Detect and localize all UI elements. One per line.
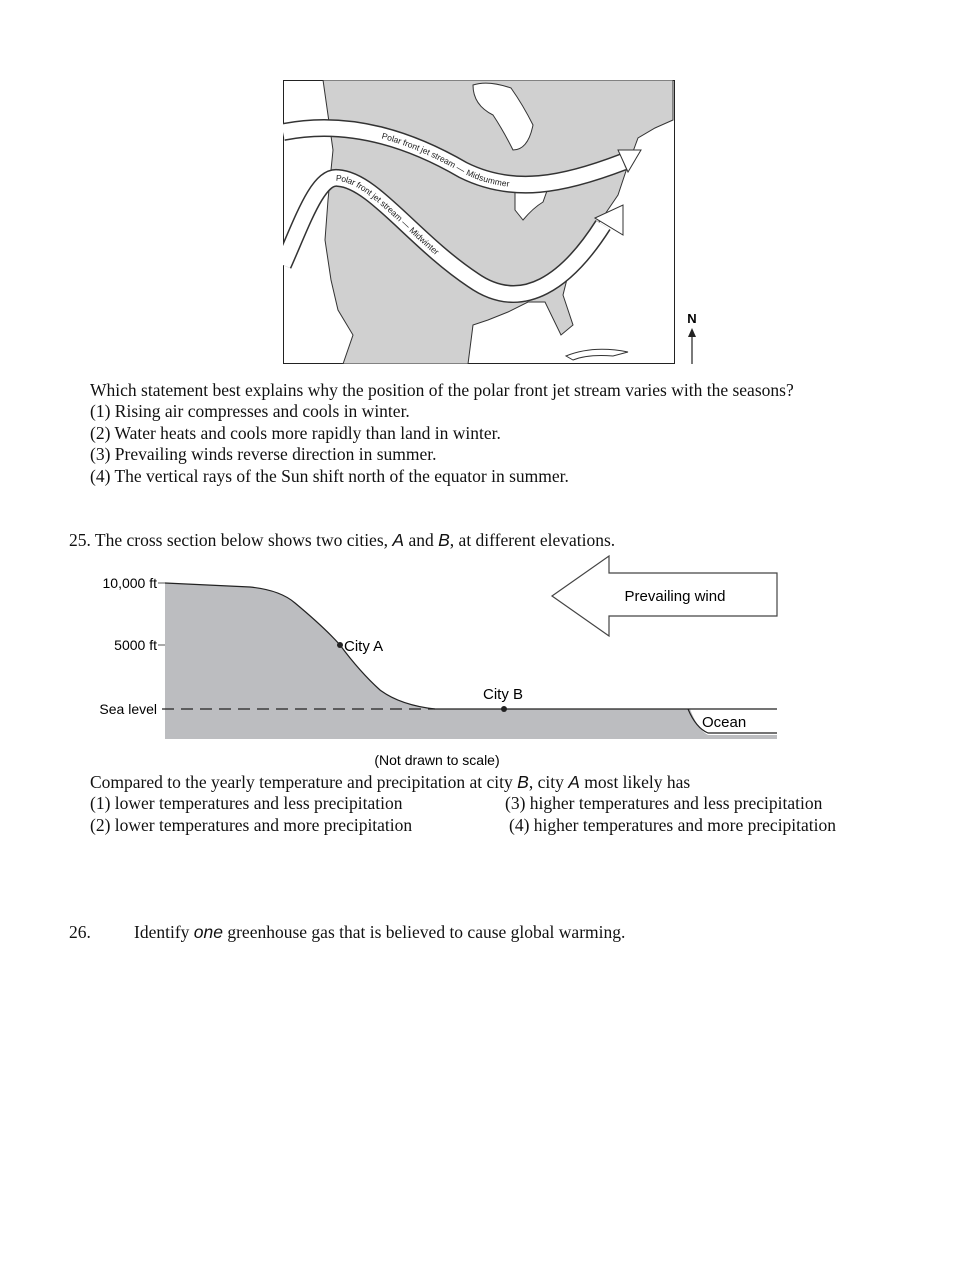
label-5000ft: 5000 ft — [114, 637, 157, 653]
svg-text:Polar front jet stream — Midsu: Polar front jet stream — Midsummer — [380, 130, 511, 189]
city-b-marker — [501, 706, 507, 712]
jet-stream-map — [283, 80, 675, 364]
q24-choice-4: (4) The vertical rays of the Sun shift north of the equator in summer. — [90, 466, 569, 486]
q25-stem: Compared to the yearly temperature and precipitation at city B, city A most likely has — [90, 772, 691, 792]
q26-stem: Identify one greenhouse gas that is believed to cause global warming. — [134, 922, 626, 942]
not-to-scale-note: (Not drawn to scale) — [374, 752, 500, 768]
north-arrow-icon — [682, 310, 702, 366]
city-b-label: City B — [482, 686, 524, 703]
q25-choice-1: (1) lower temperatures and less precipitation — [90, 793, 403, 813]
q24-choice-2: (2) Water heats and cools more rapidly than land in winter. — [90, 423, 501, 443]
ocean-label: Ocean — [702, 714, 747, 731]
svg-text:Polar front jet stream — Midwi: Polar front jet stream — Midwinter — [335, 172, 442, 257]
q25-choice-2: (2) lower temperatures and more precipitation — [90, 815, 413, 835]
city-a-marker — [337, 642, 343, 648]
q25-choice-3: (3) higher temperatures and less precipitation — [505, 793, 823, 813]
q25-choice-4: (4) higher temperatures and more precipitation — [509, 815, 837, 835]
q25-intro: 25. The cross section below shows two cities, A and B, at different elevations. — [69, 530, 616, 550]
label-sea-level: Sea level — [99, 701, 157, 717]
label-10000ft: 10,000 ft — [102, 575, 157, 591]
q24-stem: Which statement best explains why the position of the polar front jet stream varies with the seasons? — [90, 380, 794, 400]
prevailing-wind-label: Prevailing wind — [624, 588, 726, 605]
q26-number: 26. — [69, 922, 91, 942]
cross-section-diagram — [80, 550, 800, 772]
svg-text:N: N — [687, 311, 697, 326]
city-a-label: City A — [344, 638, 384, 655]
q24-choice-3: (3) Prevailing winds reverse direction in summer. — [90, 444, 437, 464]
q24-choice-1: (1) Rising air compresses and cools in winter. — [90, 401, 410, 421]
